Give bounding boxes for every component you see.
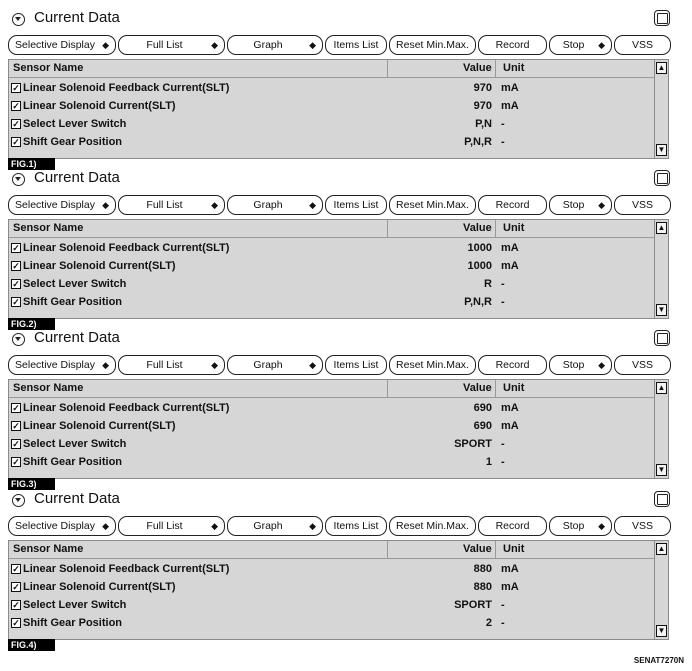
table-row[interactable] <box>9 134 654 152</box>
sensor-table <box>8 379 669 479</box>
row-checkbox[interactable]: ✓ <box>12 261 20 271</box>
panel-title: Current Data <box>34 490 120 507</box>
sensor-value: P,N,R <box>464 296 492 308</box>
sensor-name: Select Lever Switch <box>23 278 127 290</box>
scroll-down-arrow-icon[interactable]: ▼ <box>657 465 666 474</box>
dropdown-arrow-icon: ◆ <box>102 521 109 531</box>
reset-min-max-label: Reset Min.Max. <box>396 199 469 211</box>
sensor-name: Select Lever Switch <box>23 599 127 611</box>
sensor-name-header[interactable]: Sensor Name <box>13 543 84 555</box>
table-header <box>9 541 654 559</box>
sensor-name: Linear Solenoid Current(SLT) <box>23 420 176 432</box>
table-header <box>9 60 654 78</box>
collapse-icon[interactable] <box>12 173 25 186</box>
selective-display-label: Selective Display <box>15 359 95 371</box>
table-row[interactable] <box>9 116 654 134</box>
table-row[interactable] <box>9 400 654 418</box>
graph-dropdown[interactable] <box>227 355 323 375</box>
toolbar <box>8 195 674 215</box>
sensor-value: 1000 <box>467 242 492 254</box>
sensor-unit: - <box>501 278 505 290</box>
sensor-unit: - <box>501 599 505 611</box>
sensor-value: R <box>484 278 492 290</box>
panel-title: Current Data <box>34 169 120 186</box>
reset-min-max-button[interactable] <box>389 35 476 55</box>
scrollbar[interactable] <box>654 380 668 478</box>
reset-min-max-button[interactable] <box>389 195 476 215</box>
toolbar <box>8 35 674 55</box>
sensor-value: 880 <box>473 581 492 593</box>
vss-button[interactable] <box>614 35 671 55</box>
dropdown-arrow-icon: ◆ <box>102 200 109 210</box>
sensor-name: Select Lever Switch <box>23 118 127 130</box>
vss-label: VSS <box>631 199 653 211</box>
sensor-name: Shift Gear Position <box>23 456 123 468</box>
stop-dropdown[interactable] <box>549 516 612 536</box>
items-list-button[interactable] <box>325 355 387 375</box>
sensor-value: SPORT <box>454 438 492 450</box>
sensor-name: Shift Gear Position <box>23 136 123 148</box>
items-list-label: Items List <box>333 199 379 211</box>
window-icon[interactable] <box>654 10 670 26</box>
selective-display-label: Selective Display <box>15 39 95 51</box>
value-header[interactable]: Value <box>463 62 492 74</box>
sensor-name: Shift Gear Position <box>23 296 123 308</box>
sensor-unit: - <box>501 136 505 148</box>
sensor-name: Linear Solenoid Feedback Current(SLT) <box>23 82 230 94</box>
reset-min-max-button[interactable] <box>389 516 476 536</box>
stop-label: Stop <box>562 359 585 371</box>
dropdown-arrow-icon: ◆ <box>211 40 218 50</box>
selective-display-dropdown[interactable] <box>8 35 116 55</box>
panel-title: Current Data <box>34 9 120 26</box>
items-list-label: Items List <box>333 520 379 532</box>
graph-dropdown[interactable] <box>227 35 323 55</box>
scrollbar[interactable] <box>654 60 668 158</box>
reset-min-max-label: Reset Min.Max. <box>396 359 469 371</box>
reset-min-max-label: Reset Min.Max. <box>396 39 469 51</box>
sensor-value: 1000 <box>467 260 492 272</box>
table-row[interactable] <box>9 615 654 633</box>
items-list-button[interactable] <box>325 195 387 215</box>
column-divider <box>495 220 496 238</box>
record-label: Record <box>495 39 530 51</box>
sensor-name: Linear Solenoid Current(SLT) <box>23 100 176 112</box>
selective-display-dropdown[interactable] <box>8 355 116 375</box>
reset-min-max-button[interactable] <box>389 355 476 375</box>
sensor-value: P,N,R <box>464 136 492 148</box>
record-label: Record <box>495 199 530 211</box>
title-bar <box>8 489 674 511</box>
column-divider <box>387 541 388 559</box>
current-data-panel <box>8 489 674 649</box>
full-list-dropdown[interactable] <box>118 35 225 55</box>
unit-header[interactable]: Unit <box>503 62 525 74</box>
window-icon[interactable] <box>654 491 670 507</box>
sensor-name: Linear Solenoid Feedback Current(SLT) <box>23 402 230 414</box>
value-header[interactable]: Value <box>463 222 492 234</box>
sensor-name: Linear Solenoid Current(SLT) <box>23 581 176 593</box>
column-divider <box>387 60 388 78</box>
dropdown-arrow-icon: ◆ <box>102 360 109 370</box>
stop-label: Stop <box>562 199 585 211</box>
full-list-label: Full List <box>146 39 183 51</box>
vss-button[interactable] <box>614 516 671 536</box>
graph-dropdown[interactable] <box>227 516 323 536</box>
record-label: Record <box>495 359 530 371</box>
row-checkbox[interactable]: ✓ <box>12 403 20 413</box>
figure-label: FIG.2) <box>8 318 55 330</box>
selective-display-dropdown[interactable] <box>8 195 116 215</box>
table-row[interactable] <box>9 454 654 472</box>
current-data-panel <box>8 328 674 488</box>
current-data-panel <box>8 168 674 328</box>
sensor-unit: mA <box>501 260 519 272</box>
vss-label: VSS <box>631 520 653 532</box>
toolbar <box>8 355 674 375</box>
dropdown-arrow-icon: ◆ <box>598 200 605 210</box>
table-row[interactable] <box>9 597 654 615</box>
items-list-label: Items List <box>333 39 379 51</box>
sensor-value: 2 <box>485 617 492 629</box>
sensor-name: Shift Gear Position <box>23 617 123 629</box>
dropdown-arrow-icon: ◆ <box>309 200 316 210</box>
row-checkbox[interactable]: ✓ <box>12 457 20 467</box>
sensor-unit: - <box>501 456 505 468</box>
column-divider <box>387 380 388 398</box>
table-row[interactable] <box>9 436 654 454</box>
vss-button[interactable] <box>614 355 671 375</box>
sensor-value: 690 <box>473 402 492 414</box>
row-checkbox[interactable]: ✓ <box>12 101 20 111</box>
row-checkbox[interactable]: ✓ <box>12 297 20 307</box>
record-button[interactable] <box>478 516 547 536</box>
sensor-unit: mA <box>501 242 519 254</box>
row-checkbox[interactable]: ✓ <box>12 421 20 431</box>
reset-min-max-label: Reset Min.Max. <box>396 520 469 532</box>
dropdown-arrow-icon: ◆ <box>598 40 605 50</box>
title-bar <box>8 168 674 190</box>
scroll-down-arrow-icon[interactable]: ▼ <box>657 626 666 635</box>
collapse-icon[interactable] <box>12 333 25 346</box>
full-list-label: Full List <box>146 199 183 211</box>
vss-label: VSS <box>631 39 653 51</box>
sensor-value: 970 <box>473 82 492 94</box>
vss-button[interactable] <box>614 195 671 215</box>
sensor-unit: mA <box>501 420 519 432</box>
selective-display-label: Selective Display <box>15 520 95 532</box>
dropdown-arrow-icon: ◆ <box>211 360 218 370</box>
stop-dropdown[interactable] <box>549 35 612 55</box>
dropdown-arrow-icon: ◆ <box>598 521 605 531</box>
sensor-name: Select Lever Switch <box>23 438 127 450</box>
column-divider <box>495 541 496 559</box>
document-code: SENAT7270N <box>633 656 684 665</box>
row-checkbox[interactable]: ✓ <box>12 618 20 628</box>
sensor-name-header[interactable]: Sensor Name <box>13 382 84 394</box>
graph-label: Graph <box>253 520 283 532</box>
stop-label: Stop <box>562 39 585 51</box>
value-header[interactable]: Value <box>463 543 492 555</box>
row-checkbox[interactable]: ✓ <box>12 119 20 129</box>
scroll-up-arrow-icon[interactable]: ▲ <box>657 223 666 232</box>
dropdown-arrow-icon: ◆ <box>309 40 316 50</box>
full-list-label: Full List <box>146 359 183 371</box>
dropdown-arrow-icon: ◆ <box>211 521 218 531</box>
table-row[interactable] <box>9 294 654 312</box>
sensor-unit: mA <box>501 581 519 593</box>
sensor-value: 1 <box>485 456 492 468</box>
panel-title: Current Data <box>34 329 120 346</box>
scroll-down-arrow-icon[interactable]: ▼ <box>657 305 666 314</box>
table-row[interactable] <box>9 240 654 258</box>
record-button[interactable] <box>478 195 547 215</box>
scroll-up-arrow-icon[interactable]: ▲ <box>657 544 666 553</box>
title-bar <box>8 8 674 30</box>
sensor-table <box>8 59 669 159</box>
row-checkbox[interactable]: ✓ <box>12 439 20 449</box>
graph-label: Graph <box>253 39 283 51</box>
dropdown-arrow-icon: ◆ <box>598 360 605 370</box>
figure-label: FIG.1) <box>8 158 55 170</box>
sensor-unit: mA <box>501 100 519 112</box>
row-checkbox[interactable]: ✓ <box>12 564 20 574</box>
table-row[interactable] <box>9 276 654 294</box>
table-row[interactable] <box>9 561 654 579</box>
dropdown-arrow-icon: ◆ <box>309 360 316 370</box>
sensor-value: 970 <box>473 100 492 112</box>
table-header <box>9 380 654 398</box>
dropdown-arrow-icon: ◆ <box>309 521 316 531</box>
row-checkbox[interactable]: ✓ <box>12 137 20 147</box>
full-list-dropdown[interactable] <box>118 516 225 536</box>
row-checkbox[interactable]: ✓ <box>12 243 20 253</box>
sensor-unit: mA <box>501 563 519 575</box>
graph-dropdown[interactable] <box>227 195 323 215</box>
column-divider <box>387 220 388 238</box>
figure-label: FIG.4) <box>8 639 55 651</box>
column-divider <box>495 60 496 78</box>
dropdown-arrow-icon: ◆ <box>211 200 218 210</box>
window-icon[interactable] <box>654 330 670 346</box>
full-list-label: Full List <box>146 520 183 532</box>
stop-dropdown[interactable] <box>549 195 612 215</box>
selective-display-label: Selective Display <box>15 199 95 211</box>
title-bar <box>8 328 674 350</box>
window-icon[interactable] <box>654 170 670 186</box>
sensor-name-header[interactable]: Sensor Name <box>13 62 84 74</box>
collapse-icon[interactable] <box>12 494 25 507</box>
vss-label: VSS <box>631 359 653 371</box>
table-row[interactable] <box>9 80 654 98</box>
table-row[interactable] <box>9 98 654 116</box>
scrollbar[interactable] <box>654 541 668 639</box>
full-list-dropdown[interactable] <box>118 195 225 215</box>
sensor-unit: mA <box>501 82 519 94</box>
sensor-unit: - <box>501 617 505 629</box>
sensor-value: SPORT <box>454 599 492 611</box>
scroll-up-arrow-icon[interactable]: ▲ <box>657 383 666 392</box>
table-row[interactable] <box>9 418 654 436</box>
sensor-value: P,N <box>475 118 492 130</box>
row-checkbox[interactable]: ✓ <box>12 600 20 610</box>
record-button[interactable] <box>478 35 547 55</box>
sensor-unit: - <box>501 118 505 130</box>
unit-header[interactable]: Unit <box>503 222 525 234</box>
row-checkbox[interactable]: ✓ <box>12 582 20 592</box>
row-checkbox[interactable]: ✓ <box>12 83 20 93</box>
sensor-value: 880 <box>473 563 492 575</box>
record-button[interactable] <box>478 355 547 375</box>
value-header[interactable]: Value <box>463 382 492 394</box>
collapse-icon[interactable] <box>12 13 25 26</box>
unit-header[interactable]: Unit <box>503 382 525 394</box>
column-divider <box>495 380 496 398</box>
full-list-dropdown[interactable] <box>118 355 225 375</box>
sensor-unit: - <box>501 296 505 308</box>
sensor-unit: mA <box>501 402 519 414</box>
sensor-name: Linear Solenoid Feedback Current(SLT) <box>23 242 230 254</box>
sensor-unit: - <box>501 438 505 450</box>
selective-display-dropdown[interactable] <box>8 516 116 536</box>
sensor-table <box>8 219 669 319</box>
current-data-panel <box>8 8 674 168</box>
items-list-label: Items List <box>333 359 379 371</box>
dropdown-arrow-icon: ◆ <box>102 40 109 50</box>
items-list-button[interactable] <box>325 516 387 536</box>
figure-label: FIG.3) <box>8 478 55 490</box>
items-list-button[interactable] <box>325 35 387 55</box>
stop-dropdown[interactable] <box>549 355 612 375</box>
sensor-value: 690 <box>473 420 492 432</box>
scrollbar[interactable] <box>654 220 668 318</box>
row-checkbox[interactable]: ✓ <box>12 279 20 289</box>
table-row[interactable] <box>9 579 654 597</box>
stop-label: Stop <box>562 520 585 532</box>
sensor-name-header[interactable]: Sensor Name <box>13 222 84 234</box>
graph-label: Graph <box>253 199 283 211</box>
table-header <box>9 220 654 238</box>
table-row[interactable] <box>9 258 654 276</box>
scroll-down-arrow-icon[interactable]: ▼ <box>657 145 666 154</box>
scroll-up-arrow-icon[interactable]: ▲ <box>657 63 666 72</box>
sensor-name: Linear Solenoid Current(SLT) <box>23 260 176 272</box>
toolbar <box>8 516 674 536</box>
sensor-name: Linear Solenoid Feedback Current(SLT) <box>23 563 230 575</box>
graph-label: Graph <box>253 359 283 371</box>
sensor-table <box>8 540 669 640</box>
unit-header[interactable]: Unit <box>503 543 525 555</box>
record-label: Record <box>495 520 530 532</box>
